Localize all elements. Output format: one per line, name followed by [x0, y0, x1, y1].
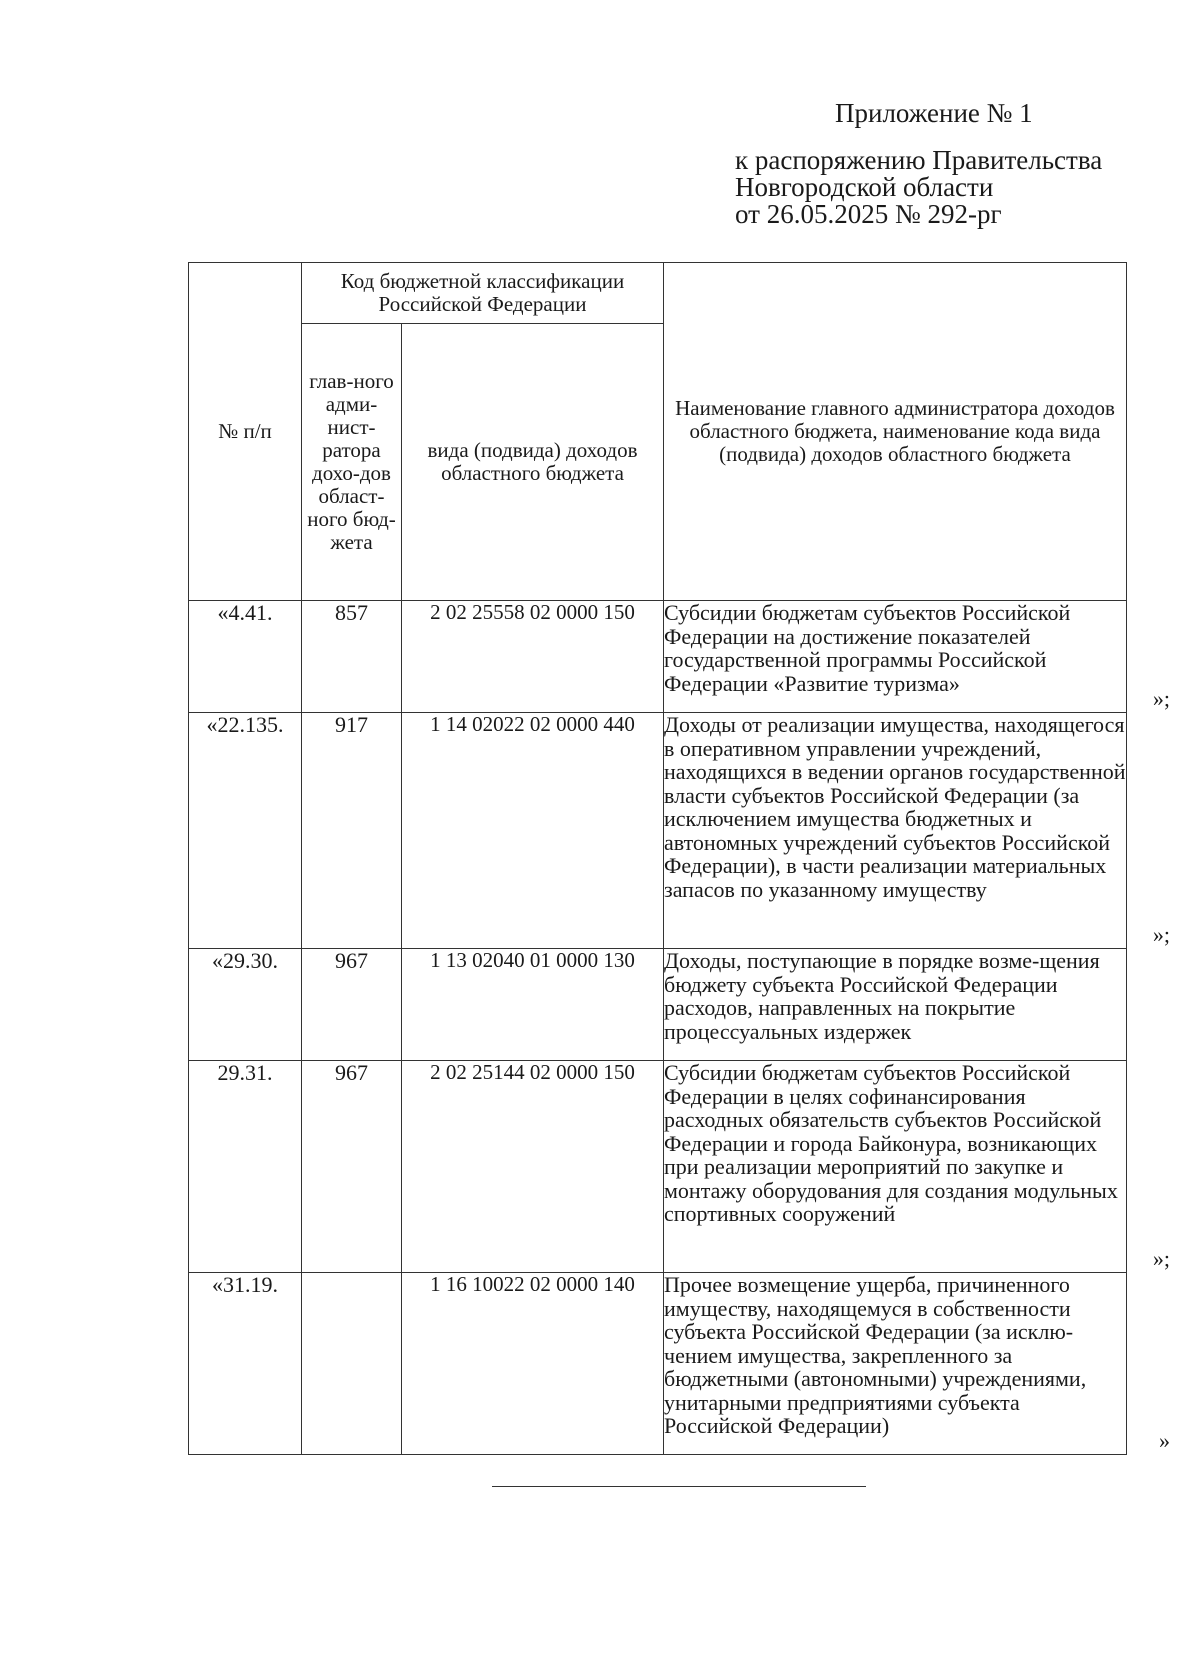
appendix-line-2: Новгородской области [735, 172, 994, 202]
appendix-line-3: от 26.05.2025 № 292-рг [735, 199, 1002, 229]
header-name: Наименование главного администратора доходов областного бюджета, наименование кода вида (подвида) доходов областного бюджета [664, 263, 1127, 601]
cell-code: 1 14 02022 02 0000 440 [402, 713, 664, 949]
cell-admin: 857 [302, 601, 402, 713]
table-row [189, 713, 1127, 949]
cell-admin: 967 [302, 949, 402, 1061]
cell-code: 2 02 25144 02 0000 150 [402, 1061, 664, 1273]
cell-name [664, 949, 1127, 1061]
table-row [189, 949, 1127, 1061]
cell-name [664, 1060, 1170, 1273]
cell-code: 1 16 10022 02 0000 140 [402, 1273, 664, 1455]
appendix-title: Приложение № 1 [835, 98, 1033, 128]
cell-num: «22.135. [189, 713, 302, 949]
cell-num: «31.19. [189, 1273, 302, 1455]
cell-name-text: Прочее возмещение ущерба, причиненного имуществу, находящемуся в собственности субъекта Российской Федерации (за исклю-чением имущества, закрепленного за бюджетными (автономными) учреждениями, унитарными предприятиями субъекта Российской Федерации) [664, 1272, 1087, 1438]
income-codes-table [188, 262, 1170, 1455]
table-row [189, 1061, 1127, 1273]
header-admin: глав-ного адми-нист-ратора дохо-дов област-ного бюд-жета [302, 324, 402, 601]
header-num: № п/п [189, 263, 302, 601]
cell-admin: 917 [302, 713, 402, 949]
cell-num: «4.41. [189, 601, 302, 713]
cell-num: 29.31. [189, 1061, 302, 1273]
closing-quote: »; [1152, 921, 1170, 947]
table-header [189, 263, 1127, 601]
cell-name-text: Доходы, поступающие в порядке возме-щения бюджету субъекта Российской Федерации расходов, направленных на покрытие процессуальных издержек [664, 948, 1100, 1044]
closing-quote: »; [1152, 685, 1170, 711]
cell-code: 2 02 25558 02 0000 150 [402, 601, 664, 713]
bottom-divider [492, 1486, 866, 1487]
cell-name [664, 600, 1170, 713]
cell-admin [302, 1273, 402, 1455]
cell-name-text: Доходы от реализации имущества, находящегося в оперативном управлении учреждений, находящихся в ведении органов государственной власти субъектов Российской Федерации (за исключением имущества бюджетных и автономных учреждений субъектов Российской Федерации), в части реализации материальных запасов по указанному имуществу [664, 712, 1126, 902]
table-body [189, 600, 1170, 1455]
cell-code: 1 13 02040 01 0000 130 [402, 949, 664, 1061]
header-code-group: Код бюджетной классификации Российской Федерации [302, 263, 664, 324]
cell-num: «29.30. [189, 949, 302, 1061]
closing-quote: »; [1152, 1245, 1170, 1271]
appendix-line-1: к распоряжению Правительства [735, 145, 1103, 175]
cell-name [664, 1272, 1170, 1455]
header-type: вида (подвида) доходов областного бюджета [402, 324, 664, 601]
cell-name [664, 712, 1170, 949]
table-row [189, 601, 1127, 713]
appendix-block [735, 100, 1165, 228]
cell-name-text: Субсидии бюджетам субъектов Российской Федерации на достижение показателей государственной программы Российской Федерации «Развитие туризма» [664, 600, 1071, 696]
cell-admin: 967 [302, 1061, 402, 1273]
table-row [189, 1273, 1127, 1455]
closing-quote: » [1159, 1427, 1170, 1453]
cell-name-text: Субсидии бюджетам субъектов Российской Федерации в целях софинансирования расходных обязательств субъектов Российской Федерации и города Байконура, возникающих при реализации мероприятий по закупке и монтажу оборудования для создания модульных спортивных сооружений [664, 1060, 1118, 1226]
